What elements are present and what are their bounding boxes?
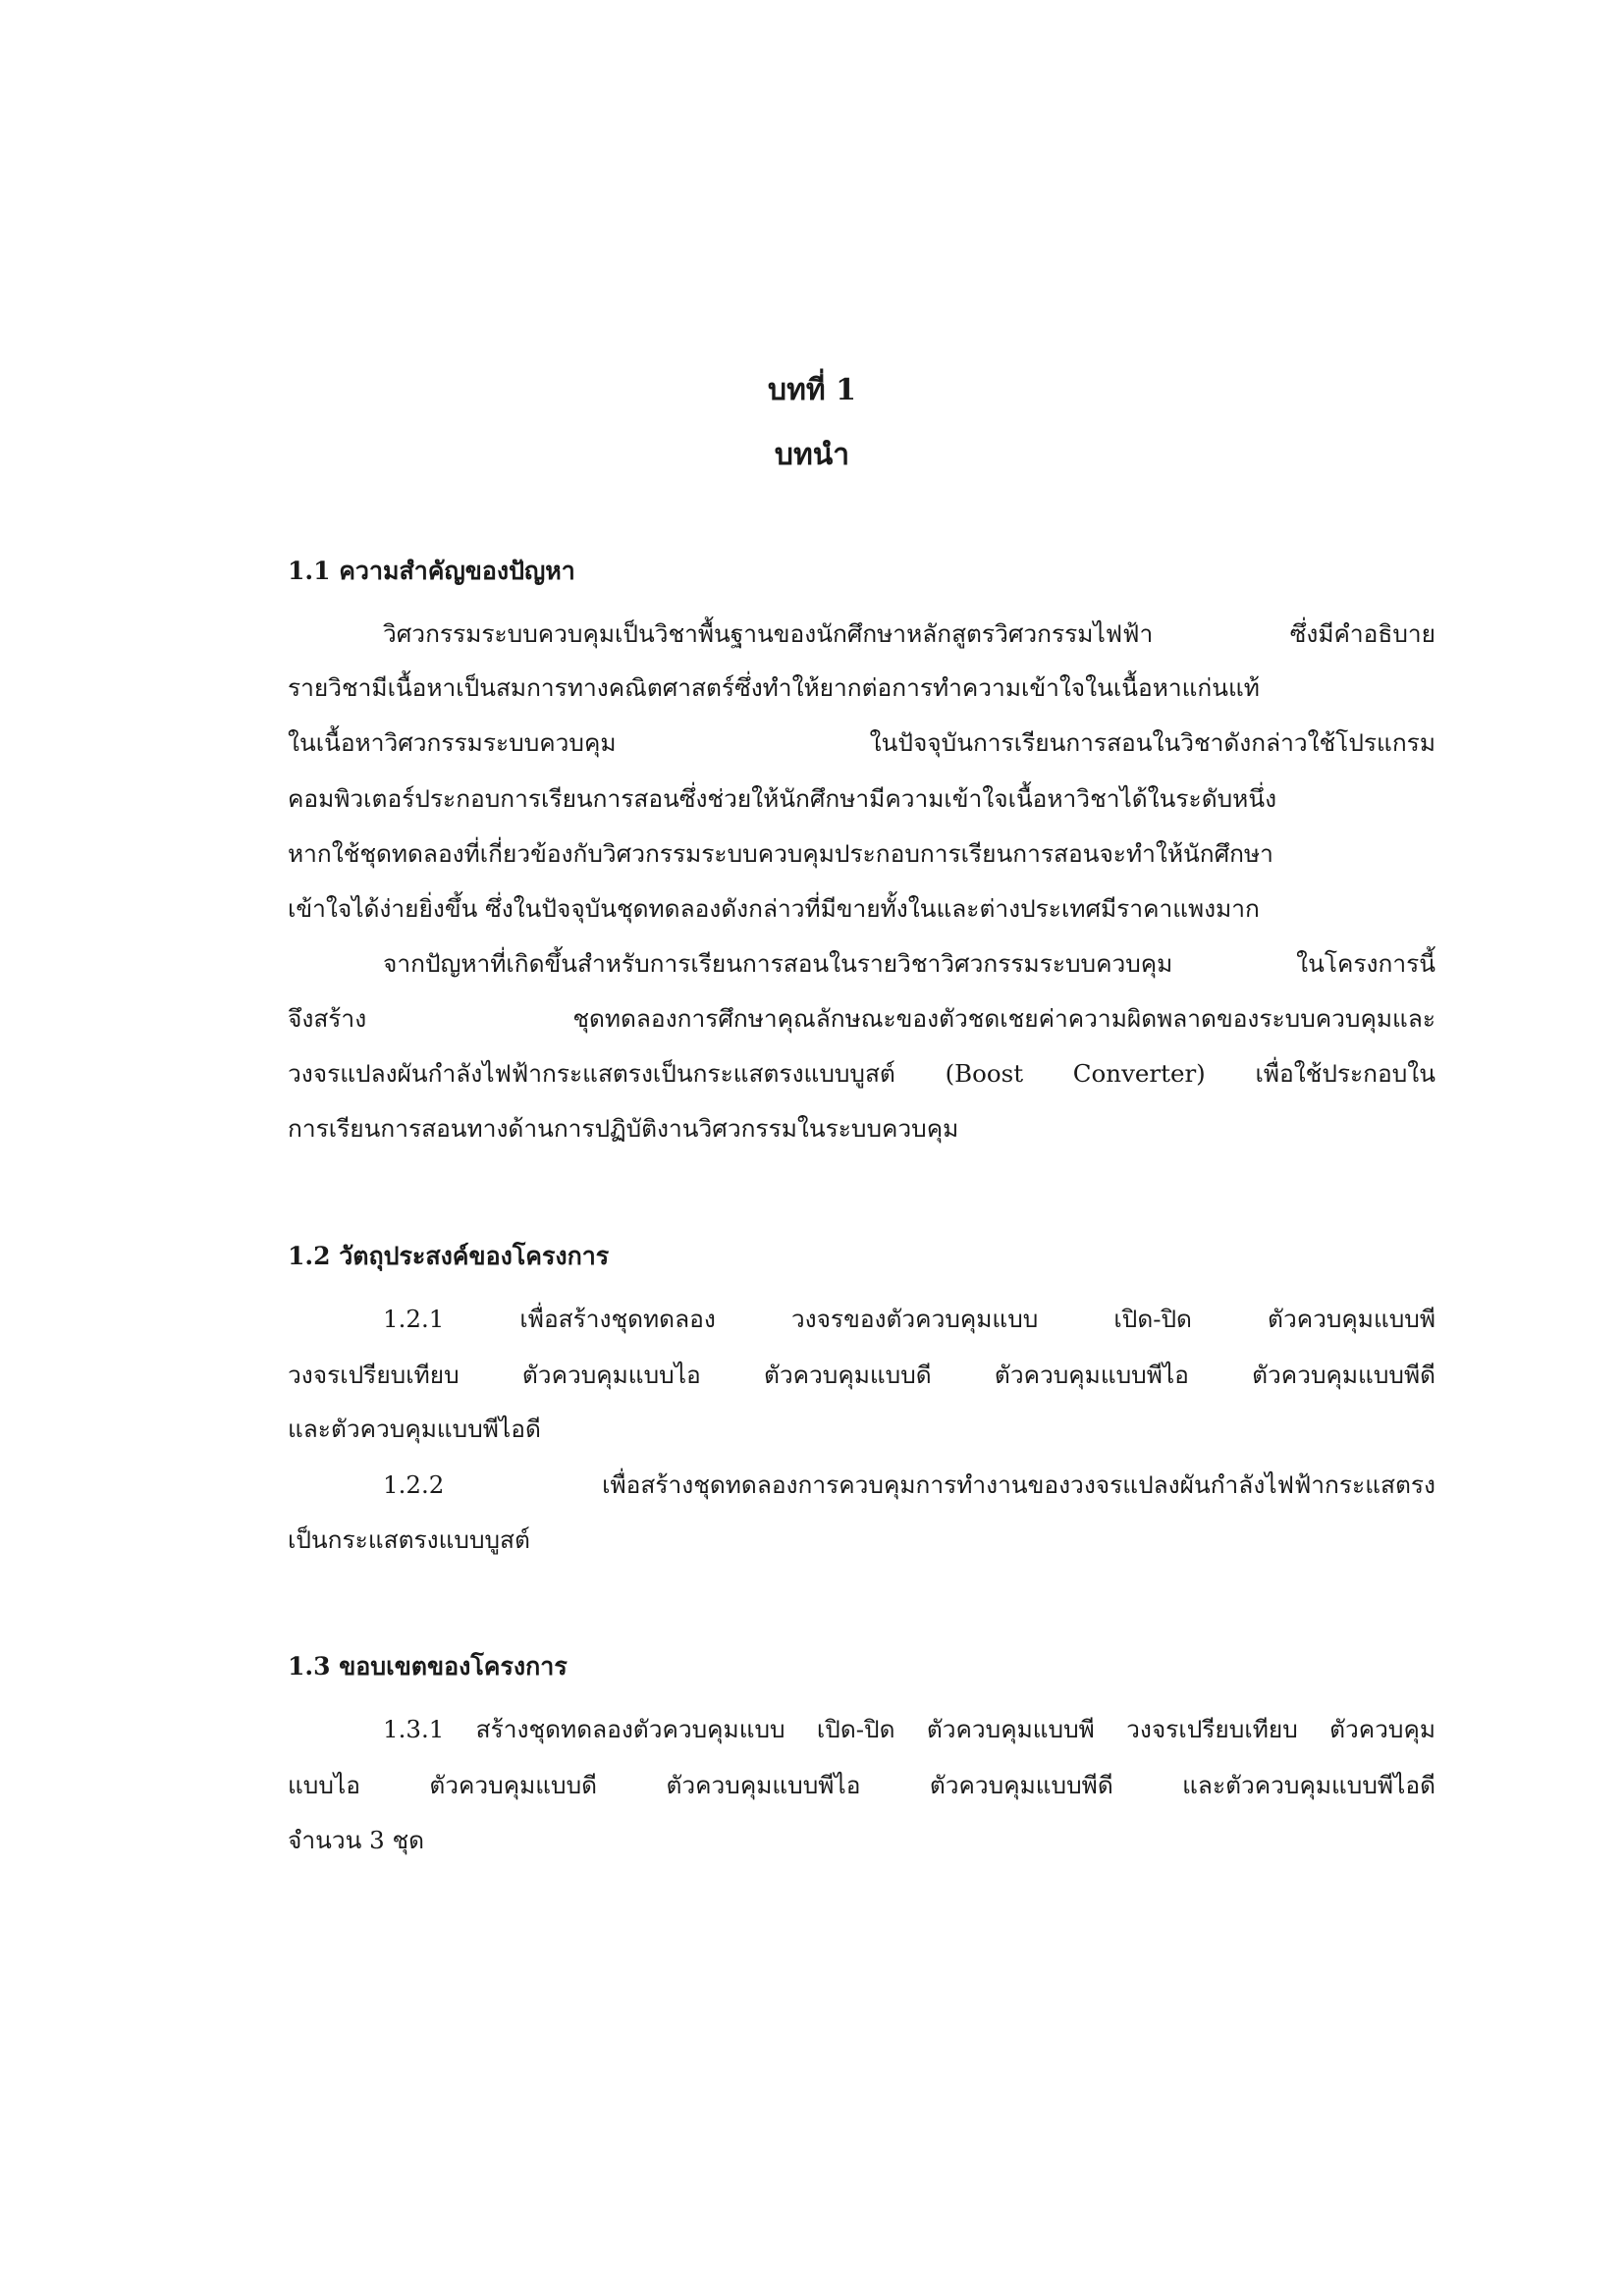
paragraph-line: หากใช้ชุดทดลองที่เกี่ยวข้องกับวิศวกรรมระบบควบคุมประกอบการเรียนการสอนจะทำให้นักศึกษา (288, 839, 1273, 868)
paragraph-line: จากปัญหาที่เกิดขึ้นสำหรับการเรียนการสอนในรายวิชาวิศวกรรมระบบควบคุม ในโครงการนี้ (383, 949, 1435, 978)
paragraph-line: รายวิชามีเนื้อหาเป็นสมการทางคณิตศาสตร์ซึ่งทำให้ยากต่อการทำความเข้าใจในเนื้อหาแก่นแท้ (288, 673, 1260, 702)
paragraph-line: เข้าใจได้ง่ายยิ่งขึ้น ซึ่งในปัจจุบันชุดทดลองดังกล่าวที่มีขายทั้งในและต่างประเทศมีราคาแพงมาก (288, 894, 1260, 923)
paragraph-line: ในเนื้อหาวิศวกรรมระบบควบคุม ในปัจจุบันการเรียนการสอนในวิชาดังกล่าวใช้โปรแกรม (288, 728, 1435, 757)
chapter-number: บทที่ 1 (768, 373, 856, 407)
paragraph-line: แบบไอ ตัวควบคุมแบบดี ตัวควบคุมแบบพีไอ ตัวควบคุมแบบพีดี และตัวควบคุมแบบพีไอดี (288, 1771, 1435, 1799)
chapter-title: บทนำ (774, 438, 850, 472)
paragraph-line: การเรียนการสอนทางด้านการปฏิบัติงานวิศวกรรมในระบบควบคุม (288, 1114, 959, 1143)
section-heading-1-3: 1.3 ขอบเขตของโครงการ (288, 1652, 568, 1681)
paragraph-line: 1.2.1 เพื่อสร้างชุดทดลอง วงจรของตัวควบคุมแบบ เปิด-ปิด ตัวควบคุมแบบพี (383, 1305, 1435, 1333)
paragraph-line: เป็นกระแสตรงแบบบูสต์ (288, 1525, 530, 1554)
paragraph-line: วิศวกรรมระบบควบคุมเป็นวิชาพื้นฐานของนักศึกษาหลักสูตรวิศวกรรมไฟฟ้า ซึ่งมีคำอธิบาย (383, 619, 1435, 648)
section-heading-1-1: 1.1 ความสำคัญของปัญหา (288, 557, 575, 585)
section-heading-1-2: 1.2 วัตถุประสงค์ของโครงการ (288, 1242, 610, 1270)
paragraph-line: วงจรเปรียบเทียบ ตัวควบคุมแบบไอ ตัวควบคุมแบบดี ตัวควบคุมแบบพีไอ ตัวควบคุมแบบพีดี (288, 1361, 1435, 1389)
paragraph-line: 1.2.2 เพื่อสร้างชุดทดลองการควบคุมการทำงานของวงจรแปลงผันกำลังไฟฟ้ากระแสตรง (383, 1470, 1435, 1499)
paragraph-line: และตัวควบคุมแบบพีไอดี (288, 1415, 541, 1443)
paragraph-line: จำนวน 3 ชุด (288, 1826, 425, 1854)
paragraph-line: จึงสร้าง ชุดทดลองการศึกษาคุณลักษณะของตัวชดเชยค่าความผิดพลาดของระบบควบคุมและ (288, 1004, 1435, 1033)
paragraph-line: วงจรแปลงผันกำลังไฟฟ้ากระแสตรงเป็นกระแสตรงแบบบูสต์ (Boost Converter) เพื่อใช้ประกอบใน (288, 1059, 1435, 1088)
paragraph-line: 1.3.1 สร้างชุดทดลองตัวควบคุมแบบ เปิด-ปิด ตัวควบคุมแบบพี วงจรเปรียบเทียบ ตัวควบคุม (383, 1715, 1435, 1743)
paragraph-line: คอมพิวเตอร์ประกอบการเรียนการสอนซึ่งช่วยให้นักศึกษามีความเข้าใจเนื้อหาวิชาได้ในระดับหนึ่ง (288, 784, 1277, 813)
